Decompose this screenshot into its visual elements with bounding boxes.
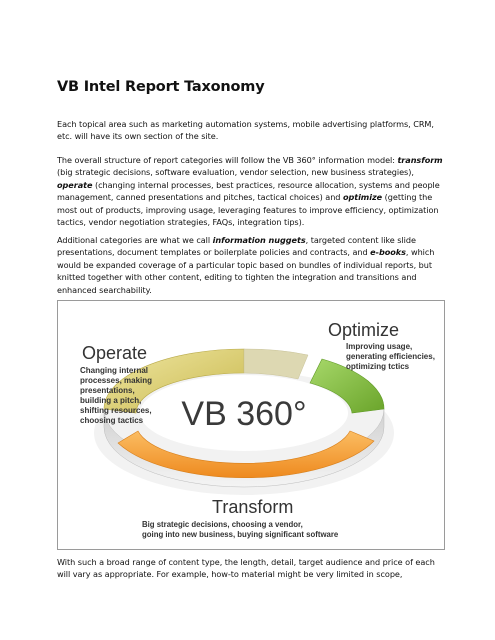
optimize-heading: Optimize [328,320,400,340]
operate-description [80,366,152,425]
additional-end: , which would be expanded coverage of a particular topic based on bundles of individual reports, but knitted together with other content, editing to tighten the integration and transitions and enhanced searchability. [57,247,435,295]
term-information-nuggets: information nuggets [212,235,306,245]
optimize-desc: (getting the most out of products, improving usage, leveraging features to improve efficiency, optimization tactics, vendor negotiation strategies, FAQs, integration tips). [57,192,439,228]
optimize-line: generating efficiencies, [346,352,435,361]
transform-heading: Transform [212,497,294,517]
operate-line: building a pitch, [80,396,142,405]
operate-line: presentations, [80,386,135,395]
term-optimize: optimize [342,192,383,203]
additional-mid: , targeted content like slide presentations, document templates or boilerplate policies and contracts, and [57,235,416,258]
operate-desc: (changing internal processes, best practices, resource allocation, systems and people management, canned presentations and pitches, tactical choices) and [57,179,440,203]
operate-line: Changing internal [80,366,148,375]
vb360-center-label: VB 360° [181,395,307,433]
term-operate: operate [57,179,93,190]
paragraph-content-range: With such a broad range of content type, the length, detail, target audience and price of each will vary as appropriate. For example, how-to material might be very limited in scope, [57,557,435,580]
paragraph-additional [57,234,443,296]
operate-line: shifting resources, [80,406,152,415]
transform-line: Big strategic decisions, choosing a vendor, [142,520,303,529]
transform-description [142,520,339,539]
term-ebooks: e-books [370,247,406,258]
vb360-figure [57,300,445,550]
operate-heading: Operate [82,343,148,363]
optimize-line: optimizing tctics [346,362,410,371]
term-transform: transform [397,155,443,165]
page-title: VB Intel Report Taxonomy [57,79,265,95]
vb360-diagram [58,301,444,549]
paragraph-intro: Each topical area such as marketing automation systems, mobile advertising platforms, CRM, etc. will have its own section of the site. [57,119,434,142]
paragraph-structure [57,154,443,228]
transform-desc: (big strategic decisions, software evaluation, vendor selection, new business strategies), [57,167,414,178]
transform-line: going into new business, buying significant software [142,530,339,539]
structure-intro: The overall structure of report categories will follow the VB 360° information model: [57,155,398,165]
optimize-line: Improving usage, [346,342,413,351]
additional-intro: Additional categories are what we call [57,235,213,245]
optimize-description [346,342,435,371]
operate-line: processes, making [80,376,153,385]
operate-line: choosing tactics [80,416,144,425]
